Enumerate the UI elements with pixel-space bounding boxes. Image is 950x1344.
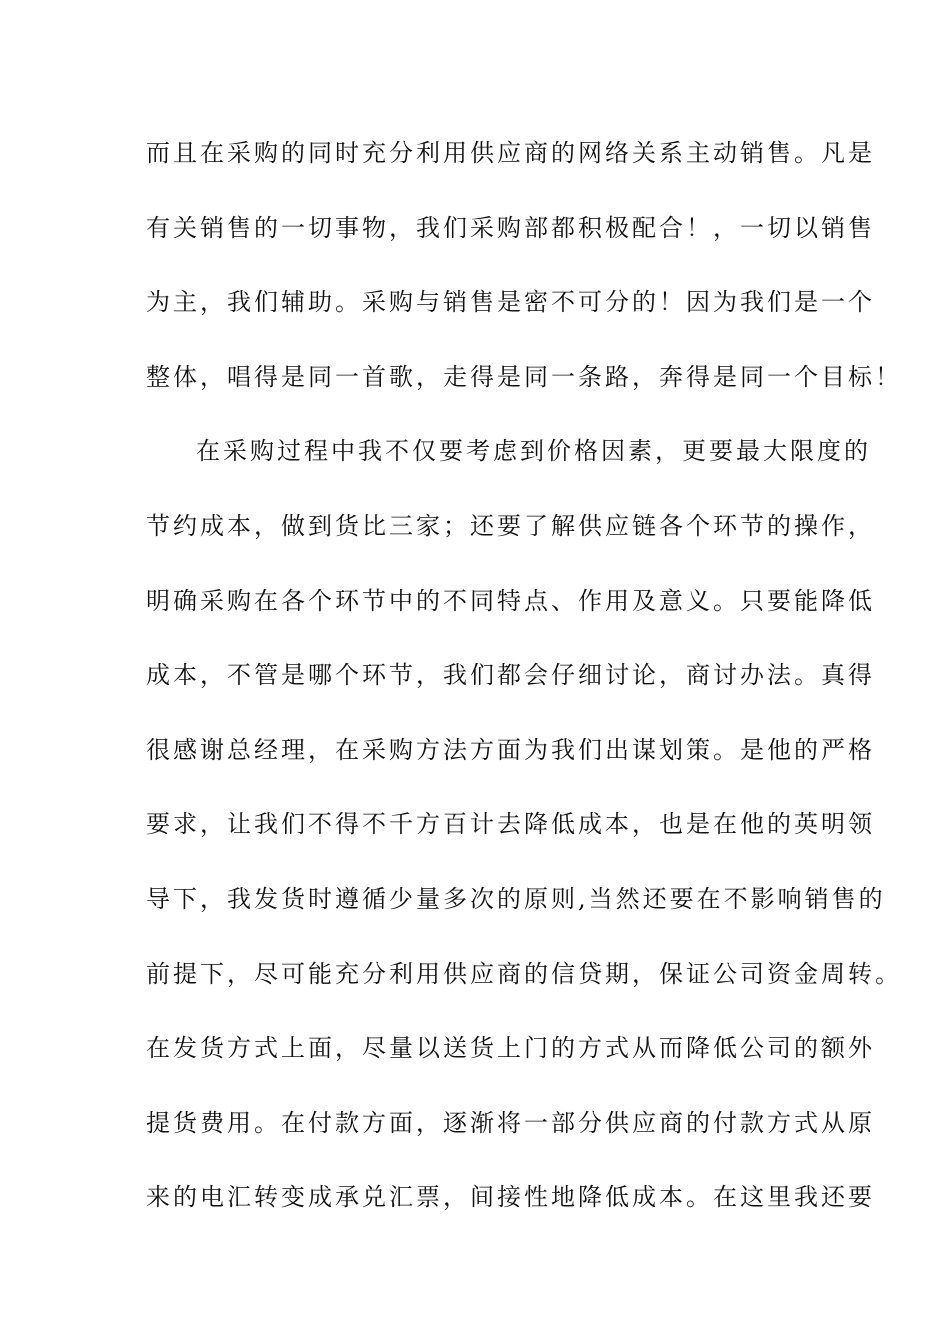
text-line: 节约成本，做到货比三家；还要了解供应链各个环节的操作， [146,511,875,540]
text-line: 整体，唱得是同一首歌，走得是同一条路，奔得是同一个目标！ [146,362,902,391]
text-line: 成本，不管是哪个环节，我们都会仔细讨论，商讨办法。真得 [146,661,875,690]
text-line: 为主，我们辅助。采购与销售是密不可分的！因为我们是一个 [146,288,875,317]
text-line: 而且在采购的同时充分利用供应商的网络关系主动销售。凡是 [146,139,875,167]
paragraph-start-line: 在采购过程中我不仅要考虑到价格因素，更要最大限度的 [196,437,871,466]
text-line: 很感谢总经理，在采购方法方面为我们出谋划策。是他的严格 [146,735,875,764]
text-line: 提货费用。在付款方面，逐渐将一部分供应商的付款方式从原 [146,1108,875,1137]
text-line: 来的电汇转变成承兑汇票，间接性地降低成本。在这里我还要 [146,1183,875,1212]
text-line: 导下，我发货时遵循少量多次的原则,当然还要在不影响销售的 [146,884,886,913]
body-text [146,130,902,1249]
text-line: 明确采购在各个环节中的不同特点、作用及意义。只要能降低 [146,586,875,615]
text-line: 有关销售的一切事物，我们采购部都积极配合！，一切以销售 [146,213,875,242]
text-line: 前提下，尽可能充分利用供应商的信贷期，保证公司资金周转。 [146,959,902,988]
text-line: 在发货方式上面，尽量以送货上门的方式从而降低公司的额外 [146,1034,875,1063]
text-line: 要求，让我们不得不千方百计去降低成本，也是在他的英明领 [146,810,875,839]
